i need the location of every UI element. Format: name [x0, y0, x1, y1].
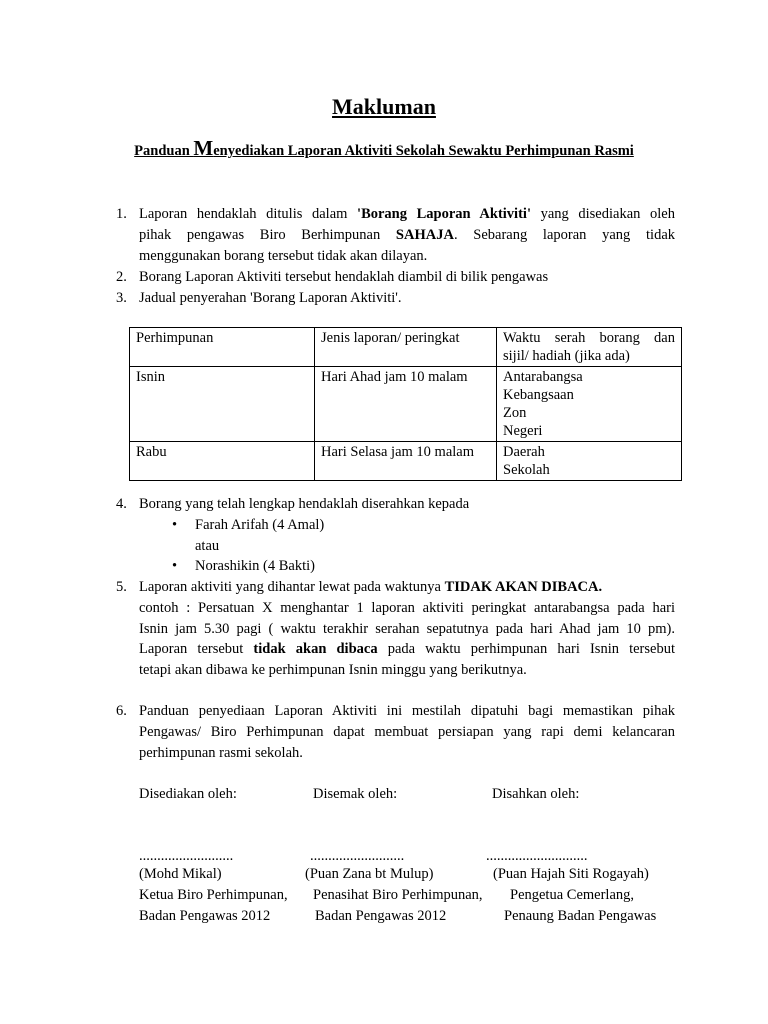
level-item: Sekolah: [503, 462, 550, 478]
signature-line-3: ............................: [486, 848, 588, 864]
bullet-2-text: Norashikin (4 Bakti): [195, 558, 316, 574]
item-5-warning: TIDAK AKAN DIBACA.: [444, 579, 603, 595]
table-row: [130, 367, 682, 442]
signer-1-name: (Mohd Mikal): [139, 866, 222, 882]
item-1-line-2: [139, 227, 675, 244]
item-3-text: Jadual penyerahan 'Borang Laporan Aktiviti'.: [139, 290, 402, 306]
page-subtitle: [0, 136, 768, 161]
level-item: Daerah: [503, 444, 545, 460]
item-5-number: 5.: [116, 579, 127, 595]
approved-by-label: Disahkan oleh:: [492, 786, 580, 802]
row-2-deadline: Hari Selasa jam 10 malam: [315, 442, 497, 481]
level-item: Zon: [503, 405, 527, 421]
signer-2-role: Penasihat Biro Perhimpunan,: [313, 887, 483, 903]
signature-line-1: ..........................: [139, 848, 234, 864]
header-waktu-line-1: Waktu serah borang dan: [503, 330, 675, 346]
header-jenis-laporan: Jenis laporan/ peringkat: [315, 328, 497, 367]
item-1-l2-c: . Sebarang laporan yang tidak: [453, 227, 675, 243]
header-waktu-serah: [497, 328, 682, 367]
row-2-day: Rabu: [130, 442, 315, 481]
item-6-line-3: perhimpunan rasmi sekolah.: [139, 745, 303, 761]
row-1-levels: [497, 367, 682, 442]
signer-1-role: Ketua Biro Perhimpunan,: [139, 887, 288, 903]
item-1-form-name: 'Borang Laporan Aktiviti': [357, 206, 531, 222]
subtitle-rest: enyediakan Laporan Aktiviti Sekolah Sewaktu Perhimpunan Rasmi: [213, 143, 634, 159]
checked-by-label: Disemak oleh:: [313, 786, 398, 802]
signer-2-name: (Puan Zana bt Mulup): [305, 866, 434, 882]
bullet-icon: •: [172, 517, 178, 533]
item-1-number: 1.: [116, 206, 127, 222]
signer-3-role: Pengetua Cemerlang,: [510, 887, 635, 903]
item-5-l4-c: pada waktu perhimpunan hari Isnin tersebut: [377, 641, 675, 657]
signer-2-org: Badan Pengawas 2012: [315, 908, 447, 924]
bullet-icon: •: [172, 558, 178, 574]
signer-3-name: (Puan Hajah Siti Rogayah): [493, 866, 649, 882]
level-item: Antarabangsa: [503, 369, 583, 385]
item-1-line-1: [139, 206, 675, 223]
header-waktu-line-2: sijil/ hadiah (jika ada): [503, 348, 630, 364]
signature-line-2: ..........................: [310, 848, 405, 864]
item-1-line-3: menggunakan borang tersebut tidak akan dilayan.: [139, 248, 428, 264]
item-6-line-1: Panduan penyediaan Laporan Aktiviti ini mestilah dipatuhi bagi memastikan pihak: [139, 703, 675, 719]
item-5-line-4: [139, 641, 675, 658]
or-text: atau: [195, 538, 220, 554]
bullet-1-text: Farah Arifah (4 Amal): [195, 517, 325, 533]
item-1-text-a: Laporan hendaklah ditulis dalam: [139, 206, 358, 222]
item-6-line-2: Pengawas/ Biro Perhimpunan dapat membuat persiapan yang rapi demi kelancaran: [139, 724, 675, 740]
item-3-number: 3.: [116, 290, 127, 306]
item-6-number: 6.: [116, 703, 127, 719]
item-2-number: 2.: [116, 269, 127, 285]
item-5-line-5: tetapi akan dibawa ke perhimpunan Isnin minggu yang berikutnya.: [139, 662, 527, 678]
item-1-text-c: yang disediakan oleh: [530, 206, 675, 222]
item-5-line-3: Isnin jam 5.30 pagi ( waktu terakhir serahan sepatutnya pada hari Ahad jam 10 pm).: [139, 621, 675, 637]
row-2-levels: [497, 442, 682, 481]
schedule-table: [129, 327, 682, 481]
item-5-line-2: contoh : Persatuan X menghantar 1 laporan aktiviti peringkat antarabangsa pada hari: [139, 600, 675, 616]
level-item: Kebangsaan: [503, 387, 574, 403]
table-row: [130, 442, 682, 481]
item-1-sahaja: SAHAJA: [395, 227, 454, 243]
row-1-day: Isnin: [130, 367, 315, 442]
item-5-not-read: tidak akan dibaca: [253, 641, 378, 657]
item-2-text: Borang Laporan Aktiviti tersebut hendaklah diambil di bilik pengawas: [139, 269, 549, 285]
subtitle-pre: Panduan: [134, 143, 194, 159]
table-header-row: [130, 328, 682, 367]
header-perhimpunan: Perhimpunan: [130, 328, 315, 367]
row-1-deadline: Hari Ahad jam 10 malam: [315, 367, 497, 442]
signer-3-org: Penaung Badan Pengawas: [504, 908, 657, 924]
prepared-by-label: Disediakan oleh:: [139, 786, 237, 802]
page-title: Makluman: [332, 94, 436, 119]
signer-1-org: Badan Pengawas 2012: [139, 908, 271, 924]
item-4-number: 4.: [116, 496, 127, 512]
item-5-l1-a: Laporan aktiviti yang dihantar lewat pada waktunya: [139, 579, 445, 595]
item-5-l4-a: Laporan tersebut: [139, 641, 254, 657]
item-4-text: Borang yang telah lengkap hendaklah diserahkan kepada: [139, 496, 470, 512]
subtitle-big-letter: M: [193, 136, 214, 160]
item-1-l2-a: pihak pengawas Biro Berhimpunan: [139, 227, 396, 243]
item-5-line-1: [139, 579, 602, 596]
level-item: Negeri: [503, 423, 543, 439]
